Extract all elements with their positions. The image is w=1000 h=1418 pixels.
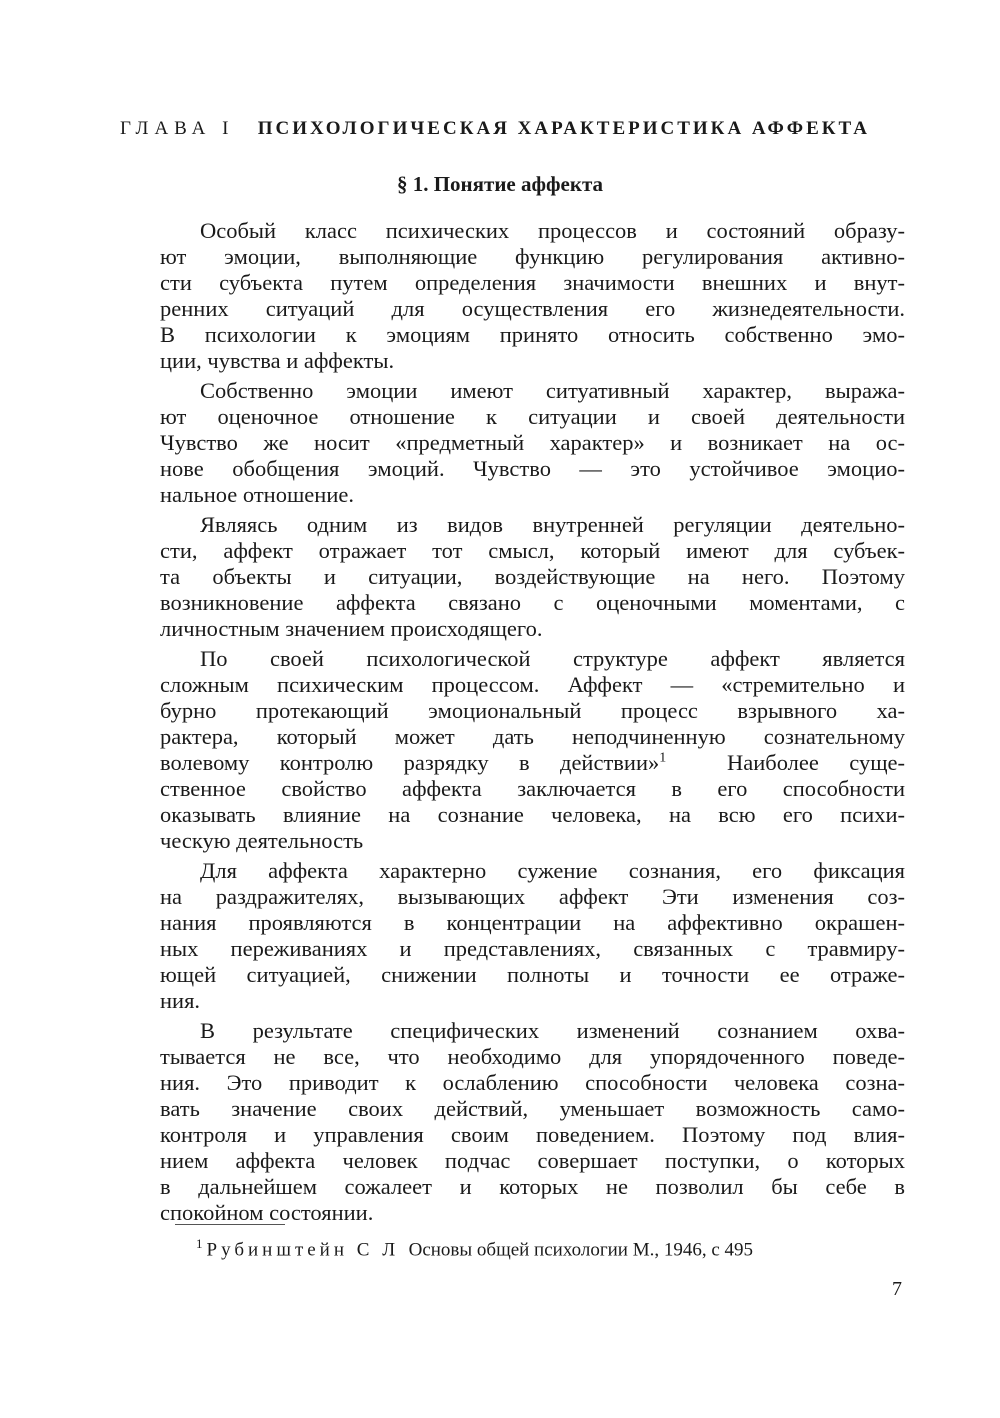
text-segment: Наиболее суще- — [727, 750, 905, 775]
text-line: ния. — [160, 988, 201, 1013]
paragraph — [160, 1018, 905, 1226]
text-line: ственное свойство аффекта заключается в его способности — [160, 776, 905, 801]
footnote-ref-mark[interactable]: 1 — [659, 750, 667, 766]
text-line: та объекты и ситуации, воздействующие на него. Поэтому — [160, 564, 905, 589]
text-line: нове обобщения эмоций. Чувство — это устойчивое эмоцио- — [160, 456, 905, 481]
text-line: вать значение своих действий, уменьшает возможность само- — [160, 1096, 905, 1121]
chapter-label: ГЛАВА I — [120, 118, 235, 139]
text-line: нальное отношение. — [160, 482, 354, 507]
section-title: § 1. Понятие аффекта — [396, 172, 604, 196]
text-line: личностным значением происходящего. — [160, 616, 543, 641]
footnote-text: Основы общей психологии М., 1946, с 495 — [408, 1239, 754, 1261]
text-segment: волевому контролю разрядку в действии» — [160, 750, 660, 775]
text-line: Собственно эмоции имеют ситуативный характер, выража- — [200, 378, 905, 403]
paragraph — [160, 512, 905, 642]
text-line: По своей психологической структуре аффект является — [200, 646, 905, 671]
text-line: возникновение аффекта связано с оценочными моментами, с — [160, 590, 905, 615]
text-line: ренних ситуаций для осуществления его жизнедеятельности. — [160, 296, 905, 321]
text-line: тывается не все, что необходимо для упорядоченного поведе- — [160, 1044, 905, 1069]
text-line-with-footnote-ref — [160, 750, 905, 776]
text-line: ния. Это приводит к ослаблению способности человека созна- — [160, 1070, 905, 1095]
chapter-title: ПСИХОЛОГИЧЕСКАЯ ХАРАКТЕРИСТИКА АФФЕКТА — [257, 118, 870, 139]
text-line: в дальнейшем сожалеет и которых не позволил бы себе в — [160, 1174, 905, 1199]
text-line: спокойном состоянии. — [160, 1200, 374, 1225]
text-line: ции, чувства и аффекты. — [160, 348, 395, 373]
paragraph — [160, 378, 905, 508]
footnote-divider — [175, 1224, 285, 1225]
text-line: Особый класс психических процессов и состояний образу- — [200, 218, 905, 243]
text-line: Являясь одним из видов внутренней регуляции деятельно- — [200, 512, 905, 537]
text-line: ют оценочное отношение к ситуации и своей деятельности — [160, 404, 905, 429]
text-line: ных переживаниях и представлениях, связанных с травмиру- — [160, 936, 905, 961]
text-line: ческую деятельность — [160, 828, 364, 853]
text-line: ют эмоции, выполняющие функцию регулирования активно- — [160, 244, 905, 269]
text-line: сти, аффект отражает тот смысл, который имеют для субъек- — [160, 538, 905, 563]
footnote-mark: 1 — [196, 1236, 203, 1251]
text-line: Для аффекта характерно сужение сознания, его фиксация — [200, 858, 905, 883]
text-line: В психологии к эмоциям принято относить собственно эмо- — [160, 322, 905, 347]
footnote-author: Рубинштейн С Л — [206, 1239, 400, 1261]
text-line: В результате специфических изменений сознанием охва- — [200, 1018, 905, 1043]
chapter-heading — [120, 118, 900, 140]
text-line: на раздражителях, вызывающих аффект Эти изменения соз- — [160, 884, 905, 909]
paragraph — [160, 858, 905, 1014]
paragraph — [160, 646, 905, 854]
text-line: бурно протекающий эмоциональный процесс взрывного ха- — [160, 698, 905, 723]
page-number: 7 — [892, 1278, 902, 1300]
paragraph — [160, 218, 905, 374]
text-line: ющей ситуацией, снижении полноты и точности ее отраже- — [160, 962, 905, 987]
text-line: сложным психическим процессом. Аффект — «стремительно и — [160, 672, 905, 697]
text-line: Чувство же носит «предметный характер» и возникает на ос- — [160, 430, 905, 455]
text-line: нания проявляются в концентрации на аффективно окрашен- — [160, 910, 905, 935]
footnote — [196, 1236, 906, 1261]
text-line: оказывать влияние на сознание человека, на всю его психи- — [160, 802, 905, 827]
body-text — [160, 218, 905, 1230]
text-line: сти субъекта путем определения значимости внешних и внут- — [160, 270, 905, 295]
text-line: контроля и управления своим поведением. Поэтому под влия- — [160, 1122, 905, 1147]
text-line: нием аффекта человек подчас совершает поступки, о которых — [160, 1148, 905, 1173]
text-line: рактера, который может дать неподчиненную сознательному — [160, 724, 905, 749]
